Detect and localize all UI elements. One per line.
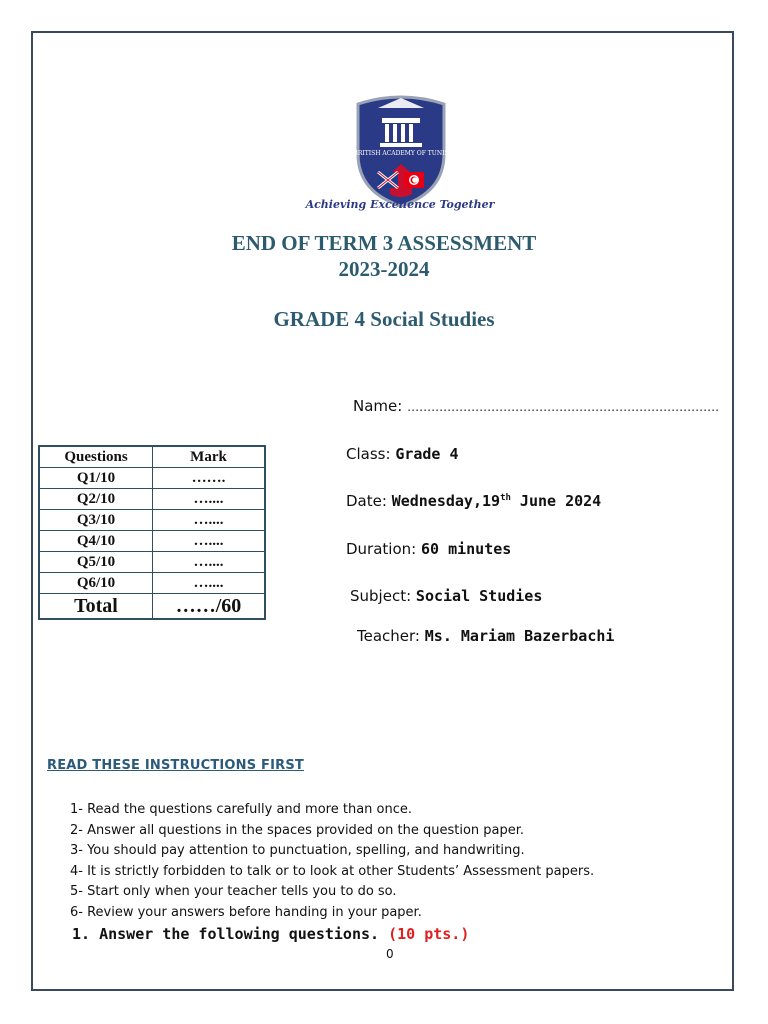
list-item: 2- Answer all questions in the spaces provided on the question paper.	[70, 822, 525, 838]
list-item: 1- Read the questions carefully and more than once.	[70, 802, 413, 817]
total-label: Total	[39, 594, 153, 620]
subject-value: Social Studies	[415, 587, 543, 605]
academic-year: 2023-2024	[338, 257, 430, 281]
table-row	[39, 468, 265, 489]
mark-header: Mark	[153, 446, 266, 468]
table-row	[39, 510, 265, 531]
question-cell: Q6/10	[39, 573, 153, 594]
date-label: Date:	[346, 492, 387, 510]
mark-cell: …....	[153, 531, 266, 552]
name-field[interactable]: ……………………………………………………………………	[407, 400, 720, 414]
date-value: Wednesday,19th June 2024	[391, 492, 602, 510]
crest-text: BRITISH ACADEMY OF TUNIS	[353, 150, 449, 157]
duration-row	[346, 540, 511, 558]
date-row	[346, 492, 601, 510]
list-item: 4- It is strictly forbidden to talk or to look at other Students’ Assessment papers.	[70, 863, 595, 879]
question-cell: Q1/10	[39, 468, 153, 489]
subject-label: Subject:	[350, 587, 412, 605]
total-value: ……/60	[153, 594, 266, 620]
list-item: 3- You should pay attention to punctuation, spelling, and handwriting.	[70, 843, 525, 858]
marks-table	[38, 445, 266, 620]
questions-header: Questions	[39, 446, 153, 468]
question-cell: Q3/10	[39, 510, 153, 531]
table-row	[39, 552, 265, 573]
marks-table-header	[39, 446, 265, 468]
class-value: Grade 4	[395, 445, 459, 463]
mark-cell: …....	[153, 573, 266, 594]
mark-cell: …....	[153, 510, 266, 531]
duration-label: Duration:	[346, 540, 417, 558]
mark-cell: …....	[153, 552, 266, 573]
page-number: 0	[386, 947, 394, 961]
mark-cell: …....	[153, 489, 266, 510]
question-cell: Q2/10	[39, 489, 153, 510]
school-motto: Achieving Excellence Together	[305, 198, 495, 211]
question-1-heading	[72, 925, 469, 943]
mark-cell: …….	[153, 468, 266, 489]
course-title: GRADE 4 Social Studies	[273, 307, 495, 331]
name-label: Name:	[353, 397, 403, 415]
name-row	[353, 397, 719, 415]
table-row	[39, 531, 265, 552]
table-row	[39, 489, 265, 510]
instructions-list	[70, 800, 594, 923]
total-row	[39, 594, 265, 620]
duration-value: 60 minutes	[420, 540, 512, 558]
class-row	[346, 445, 459, 463]
class-label: Class:	[346, 445, 391, 463]
teacher-row	[357, 627, 614, 645]
question-cell: Q5/10	[39, 552, 153, 573]
question-cell: Q4/10	[39, 531, 153, 552]
teacher-value: Ms. Mariam Bazerbachi	[424, 627, 615, 645]
assessment-title: END OF TERM 3 ASSESSMENT	[231, 231, 537, 255]
subject-row	[350, 587, 542, 605]
teacher-label: Teacher:	[357, 627, 420, 645]
question-1-text: 1. Answer the following questions.	[72, 925, 380, 943]
instructions-heading: READ THESE INSTRUCTIONS FIRST	[47, 758, 305, 773]
list-item: 5- Start only when your teacher tells you to do so.	[70, 884, 397, 899]
table-row	[39, 573, 265, 594]
question-1-points: (10 pts.)	[388, 925, 470, 943]
list-item: 6- Review your answers before handing in your paper.	[70, 904, 422, 920]
